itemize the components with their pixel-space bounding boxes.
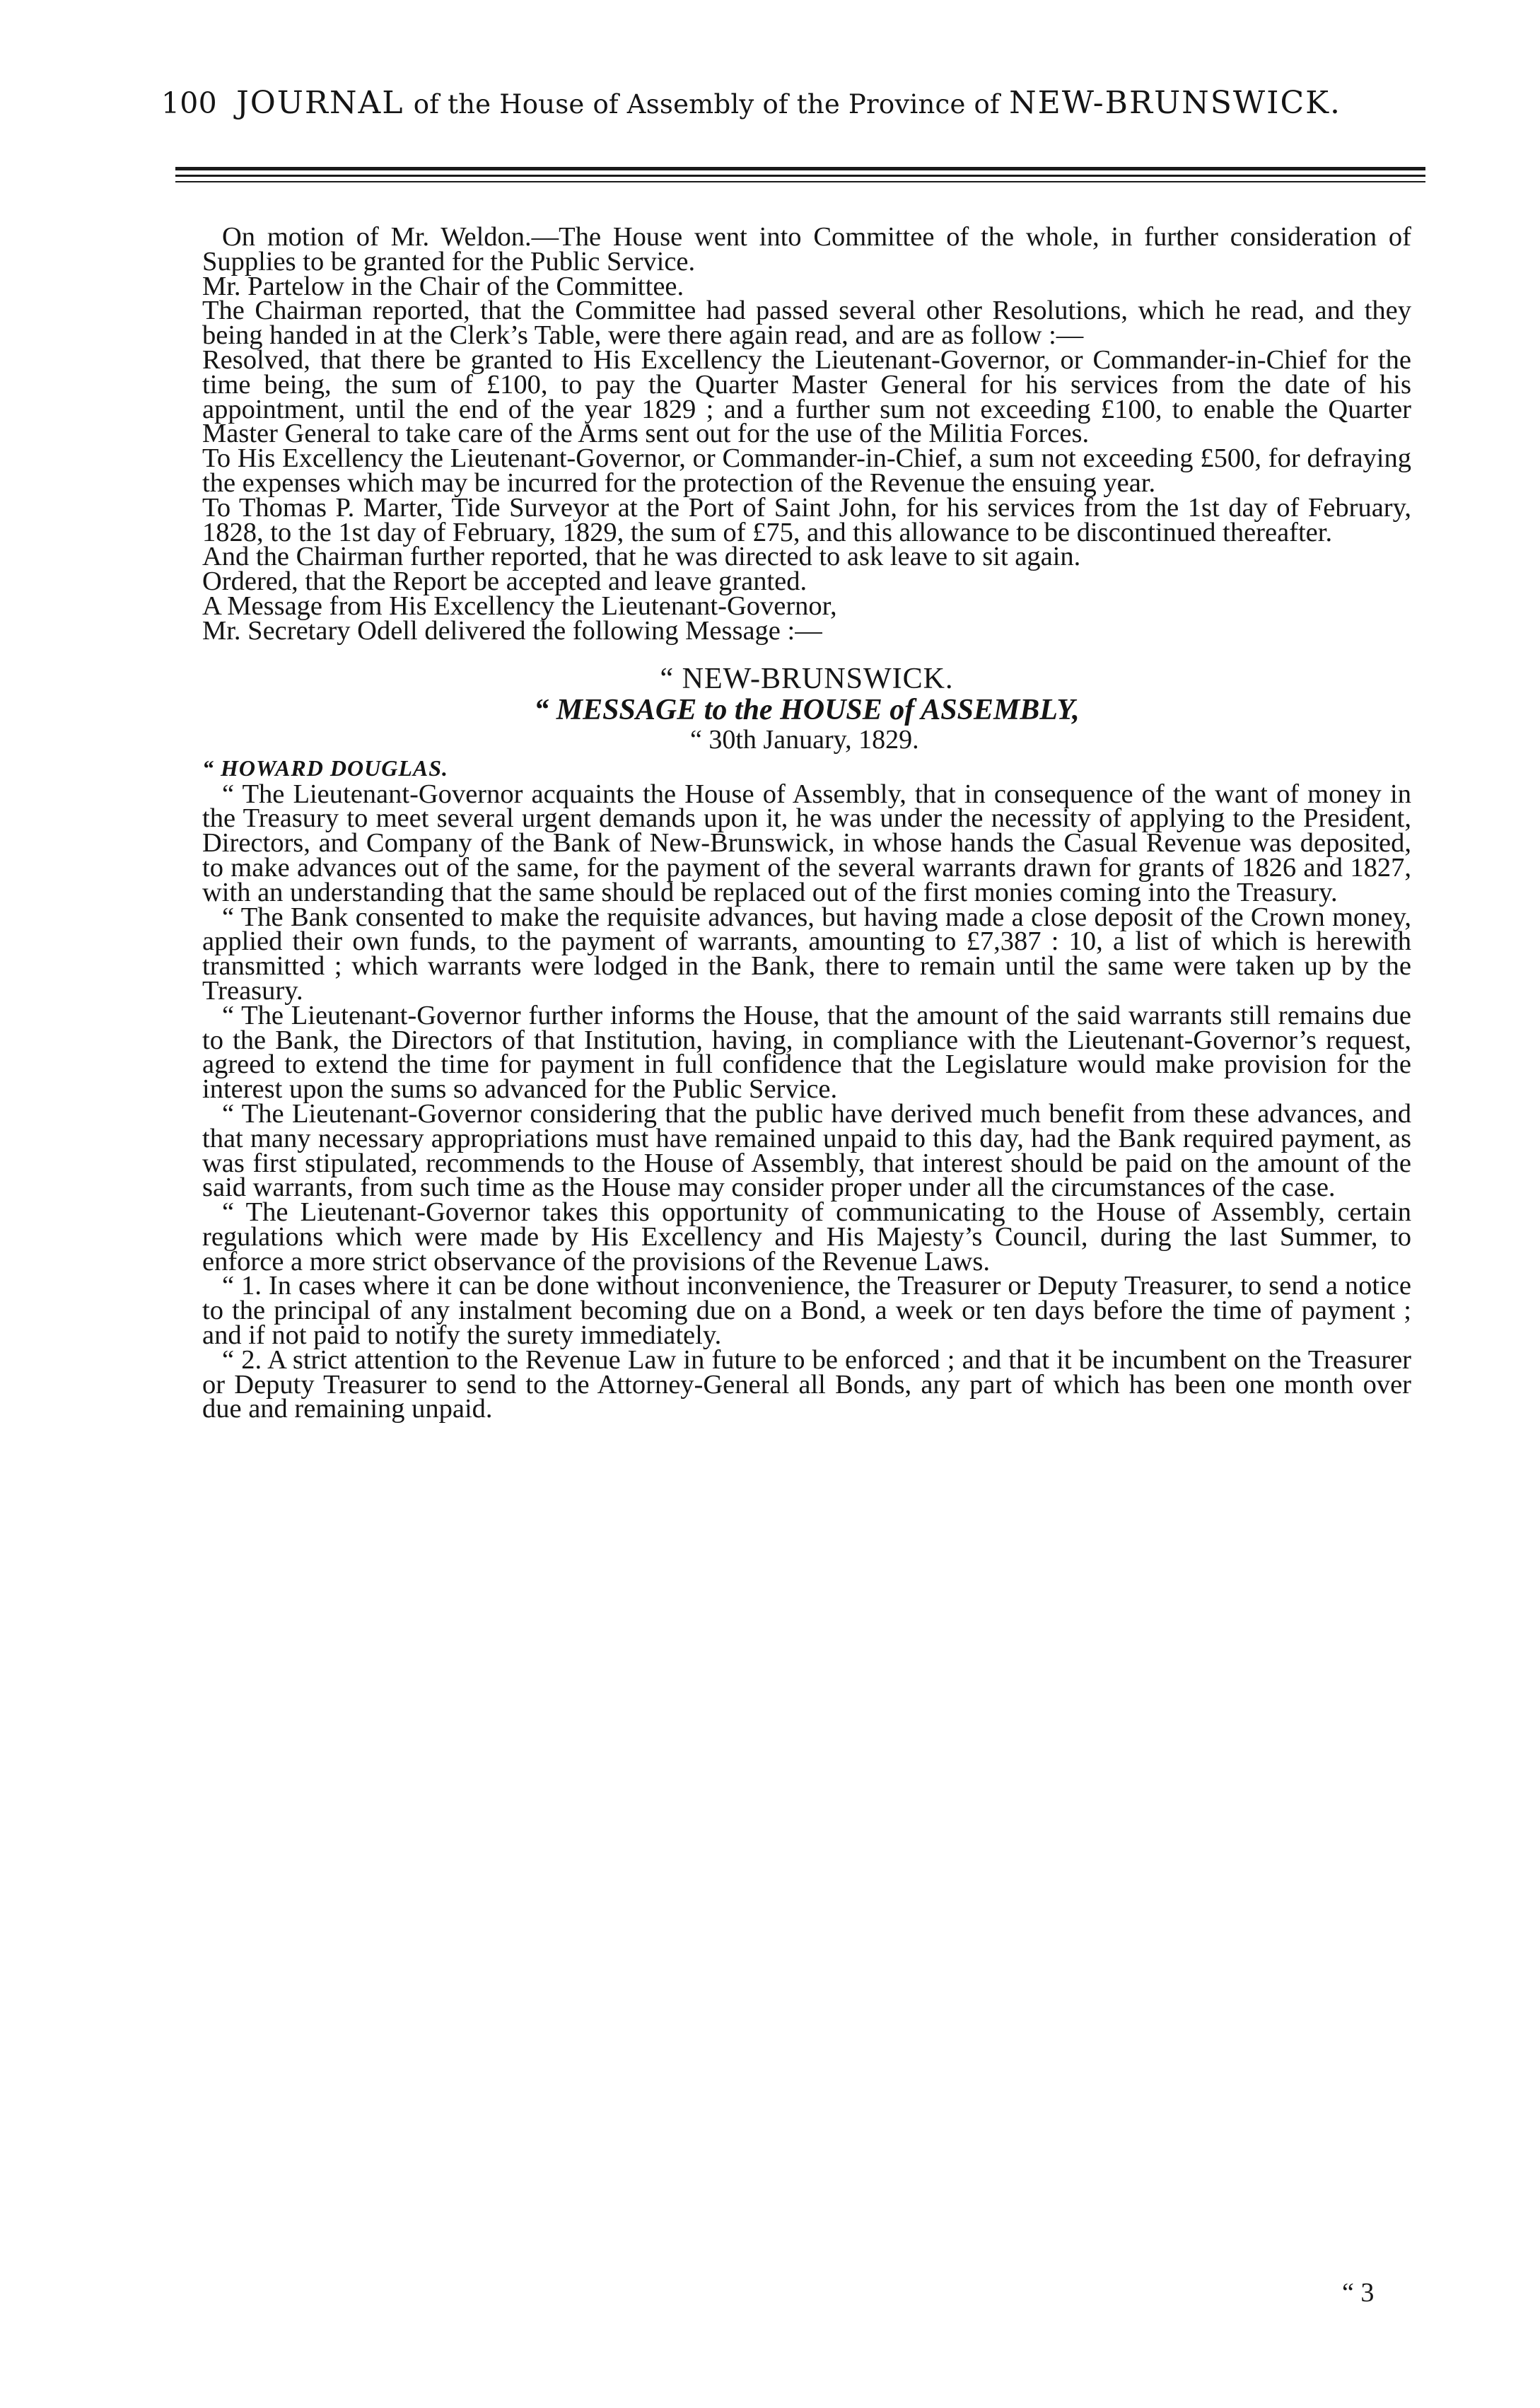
paragraph-secretary: Mr. Secretary Odell delivered the following Message :—	[202, 615, 822, 646]
header-rule-thin	[175, 181, 1425, 182]
paragraph-marter: To Thomas P. Marter, Tide Surveyor at the Port of Saint John, for his services from the 1st day of February, 1828, to the 1st day of February, 1829, the sum of £75, and this allowance to be discontinued thereafter.	[202, 492, 1411, 547]
message-paragraph-regulations: “ The Lieutenant-Governor takes this opportunity of communicating to the House of Assembly, certain regulations which were made by His Excellency and His Majesty’s Council, during the last Summer, to enforce a more strict observance of the provisions of the Revenue Laws.	[202, 1197, 1411, 1276]
catchword: “ 3	[1342, 2278, 1375, 2308]
page-number: 100	[161, 86, 217, 120]
paragraph-leave-to-sit: And the Chairman further reported, that he was directed to ask leave to sit again.	[202, 542, 1081, 572]
journal-title: JOURNAL	[236, 85, 404, 121]
paragraph-motion: On motion of Mr. Weldon.—The House went into Committee of the whole, in further consideration of Supplies to be granted for the Public Service.	[202, 222, 1411, 277]
message-signature: “ HOWARD DOUGLAS.	[202, 755, 448, 781]
page-header	[161, 85, 1427, 121]
header-rule-middle	[175, 175, 1425, 177]
paragraph-chair: Mr. Partelow in the Chair of the Committee.	[202, 271, 684, 301]
page-body	[202, 222, 1411, 1424]
paragraph-chairman-report: The Chairman reported, that the Committee had passed several other Resolutions, which he read, and they being handed in at the Clerk’s Table, were there again read, and are as follow :—	[202, 296, 1411, 351]
message-paragraph-advances: “ The Bank consented to make the requisite advances, but having made a close deposit of the Crown money, applied their own funds, to the payment of warrants, amounting to £7,387 : 10, a list of which is herewith transmitted ; which warrants were lodged in the Bank, there to remain until the same were taken up by the Treasury.	[202, 902, 1411, 1006]
message-subheading: “ MESSAGE to the HOUSE of ASSEMBLY,	[534, 693, 1080, 726]
message-heading: “ NEW-BRUNSWICK.	[660, 662, 954, 695]
header-rule-thick	[175, 167, 1425, 170]
paragraph-ordered: Ordered, that the Report be accepted and leave granted.	[202, 566, 807, 597]
paragraph-resolved: Resolved, that there be granted to His Excellency the Lieutenant-Governor, or Commander-in-Chief for the time being, the sum of £100, to pay the Quarter Master General for his services from the date of his appointment, until the end of the year 1829 ; and a further sum not exceeding £100, to enable the Quarter Master General to take care of the Arms sent out for the use of the Militia Forces.	[202, 344, 1411, 449]
province-name: NEW-BRUNSWICK.	[1009, 85, 1341, 121]
message-paragraph-rule-2: “ 2. A strict attention to the Revenue Law in future to be enforced ; and that it be incumbent on the Treasurer or Deputy Treasurer to send to the Attorney-General all Bonds, any part of which has been one month over due and remaining unpaid.	[202, 1344, 1411, 1424]
message-paragraph-interest: “ The Lieutenant-Governor considering that the public have derived much benefit from these advances, and that many necessary appropriations must have remained unpaid to this day, had the Bank required payment, as was first stipulated, recommends to the House of Assembly, that interest should be paid on the amount of the said warrants, from such time as the House may consider proper under all the circumstances of the case.	[202, 1098, 1411, 1203]
paragraph-revenue-protection: To His Excellency the Lieutenant-Governor, or Commander-in-Chief, a sum not exceeding £500, for defraying the expenses which may be incurred for the protection of the Revenue the ensuing year.	[202, 443, 1411, 498]
header-subtitle: of the House of Assembly of the Province of	[413, 89, 1000, 120]
paragraph-message-from: A Message from His Excellency the Lieutenant-Governor,	[202, 591, 837, 621]
message-paragraph-rule-1: “ 1. In cases where it can be done without inconvenience, the Treasurer or Deputy Treasurer, to send a notice to the principal of any instalment becoming due on a Bond, a week or ten days before the time of payment ; and if not paid to notify the surety immediately.	[202, 1271, 1411, 1351]
message-paragraph-bank: “ The Lieutenant-Governor acquaints the House of Assembly, that in consequence of the want of money in the Treasury to meet several urgent demands upon it, he was under the necessity of applying to the President, Directors, and Company of the Bank of New-Brunswick, in whose hands the Casual Revenue was deposited, to make advances out of the same, for the payment of the several warrants drawn for grants of 1826 and 1827, with an understanding that the same should be replaced out of the first monies coming into the Treasury.	[202, 779, 1411, 907]
message-date: “ 30th January, 1829.	[690, 724, 919, 755]
message-paragraph-amount-due: “ The Lieutenant-Governor further informs the House, that the amount of the said warrants still remains due to the Bank, the Directors of that Institution, having, in compliance with the Lieutenant-Governor’s request, agreed to extend the time for payment in full confidence that the Legislature would make provision for the interest upon the sums so advanced for the Public Service.	[202, 1000, 1411, 1105]
